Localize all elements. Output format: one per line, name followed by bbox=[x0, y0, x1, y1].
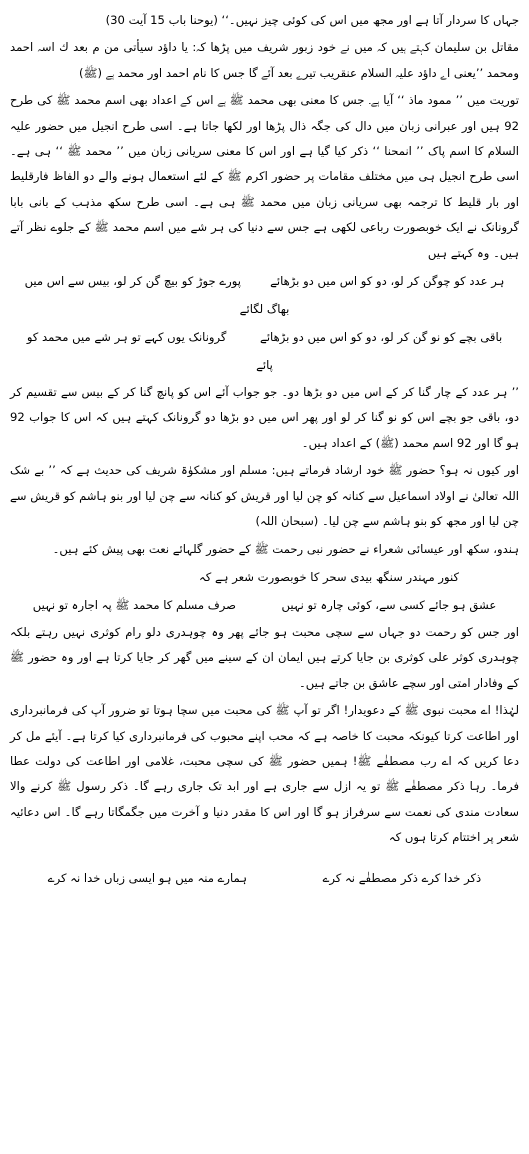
poem-line-2: بھاگ لگائے bbox=[239, 302, 290, 317]
paragraph-zabur: مقاتل بن سلیمان کہتے ہیں کہ میں نے خود زبور شریف میں پڑھا کہ: یا داؤد سیأتی من م بعد ك اسہ احمد ومحمد ’’یعنی اے داؤد علیہ السلام عنقریب تیرے بعد آئے گا جس کا نام احمد اور محمد ہے (ﷺ) bbox=[10, 40, 519, 80]
poem-verse-3 bbox=[10, 324, 519, 350]
poem-line-1b: پورے جوڑ کو بیچ گن کر لو، بیس سے اس میں bbox=[24, 274, 241, 289]
poem2-verse bbox=[10, 592, 519, 618]
poem-line-3a: باقی بچے کو نو گن کر لو، دو کو اس میں دو بڑھائے bbox=[260, 330, 503, 345]
paragraph-conclusion: لہٰذا! اے محبت نبوی ﷺ کے دعویدار! اگر تو آپ ﷺ کی محبت میں سچا ہوتا تو ضرور آپ کی فرمانبرداری اور اطاعت کرتا کیونکہ محبت کا خاصہ ہے کہ محب اپنے محبوب کی فرمانبرداری کیا کرتا ہے۔ آیئے مل کر دعا کریں کہ اے رب مصطفٰے ﷺ! ہمیں حضور ﷺ کی سچی محبت، غلامی اور اطاعت کی دولت عطا فرما۔ رہا ذکر مصطفٰے ﷺ تو یہ ازل سے جاری ہے اور ابد تک جاری رہے گا۔ ذکر رسول ﷺ کرنے والا سعادت مندی کی نعمت سے سرفراز ہو گا اور اس کا مقدر دنیا و آخرت میں جگمگاتا رہے گا۔ اس دعائیہ شعر پر اختتام کرتا ہوں کہ bbox=[10, 703, 519, 845]
closing-line-b: ہمارے منہ میں ہو ایسی زباں خدا نہ کرے bbox=[47, 870, 248, 885]
poem2-intro: کنور مہندر سنگھ بیدی سحر کا خوبصورت شعر ہے کہ bbox=[199, 569, 459, 584]
poem2-line-a: عشق ہو جائے کسی سے، کوئی چارہ تو نہیں bbox=[281, 597, 497, 612]
poem-verse-1 bbox=[10, 268, 519, 294]
paragraph-hadith: اور کیوں نہ ہو؟ حضور ﷺ خود ارشاد فرماتے ہیں: مسلم اور مشکوٰۃ شریف کی حدیث ہے کہ ’’ بے شک اللہ تعالیٰ نے اولاد اسماعیل سے کنانہ کو چن لیا اور قریش کو کنانہ سے چن لیا اور بنو ہاشم کو قریش سے چن لیا اور مجھ کو بنو ہاشم سے چن لیا۔ (سبحان اللہ) bbox=[10, 463, 519, 529]
poem-line-4: پائے bbox=[256, 358, 273, 373]
paragraph-gospel-quote: جہاں کا سردار آتا ہے اور مجھ میں اس کی کوئی چیز نہیں۔‘‘ (یوحنا باب 15 آیت 30) bbox=[105, 13, 519, 27]
poem2-line-b: صرف مسلم کا محمد ﷺ پہ اجارہ تو نہیں bbox=[32, 597, 237, 612]
paragraph-kausari: اور جس کو رحمت دو جہاں سے سچی محبت ہو جائے پھر وہ چوہدری دلو رام کوثری نہیں رہتے بلکہ چوہدری کوثر علی کوثری بن جایا کرتے ہیں ایمان ان کے سینے میں گھر کر جایا کرتا ہے اور وہ حضور ﷺ کے وفادار امتی اور سچے عاشق بن جاتے ہیں۔ bbox=[10, 624, 519, 690]
poem-line-1a: ہر عدد کو چوگن کر لو، دو کو اس میں دو بڑھائے bbox=[270, 274, 505, 289]
poem-line-3b: گرونانک یوں کہے تو ہر شے میں محمد کو bbox=[26, 330, 227, 345]
closing-line-a: ذکر خدا کرے ذکر مصطفٰے نہ کرے bbox=[322, 870, 482, 885]
paragraph-explanation: ’’ ہر عدد کے چار گنا کر کے اس میں دو بڑھا دو۔ جو جواب آئے اس کو پانچ گنا کر کے بیس سے تقسیم کر دو، باقی جو بچے اس کو نو گنا کر لو اور پھر اس میں دو بڑھا دو گرونانک کہتے ہیں کہ اس کا جواب 92 ہو گا اور 92 اسم محمد (ﷺ) کے اعداد ہیں۔ bbox=[10, 385, 519, 450]
closing-verse bbox=[10, 865, 519, 891]
paragraph-poets: ہندو، سکھ اور عیسائی شعراء نے حضور نبی رحمت ﷺ کے حضور گلہائے نعت بھی پیش کئے ہیں۔ bbox=[52, 541, 519, 556]
paragraph-torah: توریت میں ’’ ممود ماذ ‘‘ آیا ہے۔ جس کا معنی بھی محمد ﷺ ہے اس کے اعداد بھی اسم محمد ﷺ کی طرح 92 ہیں اور عبرانی زبان میں دال کی جگہ ذال پڑھا اور لکھا جاتا ہے۔ اسی طرح انجیل میں حضور علیہ السلام کا اسم پاک ’’ انمحنا ‘‘ ذکر کیا گیا ہے اور اس کا معنی سریانی زبان میں ’’ محمد ﷺ ‘‘ ہی ہے۔ اسی طرح انجیل ہی میں مختلف مقامات پر حضور اکرم ﷺ کے لئے استعمال ہونے والے دو الفاظ فارقلیط اور بار قلیط کا ترجمہ بھی سریانی زبان میں محمد ﷺ ہی ہے۔ اسی طرح سکھ مذہب کے بانی بابا گرونانک نے ایک خوبصورت رباعی لکھی ہے جس سے دنیا کی ہر شے میں اسم محمد ﷺ کے جلوے نظر آتے ہیں۔ وہ کہتے ہیں bbox=[10, 93, 519, 260]
